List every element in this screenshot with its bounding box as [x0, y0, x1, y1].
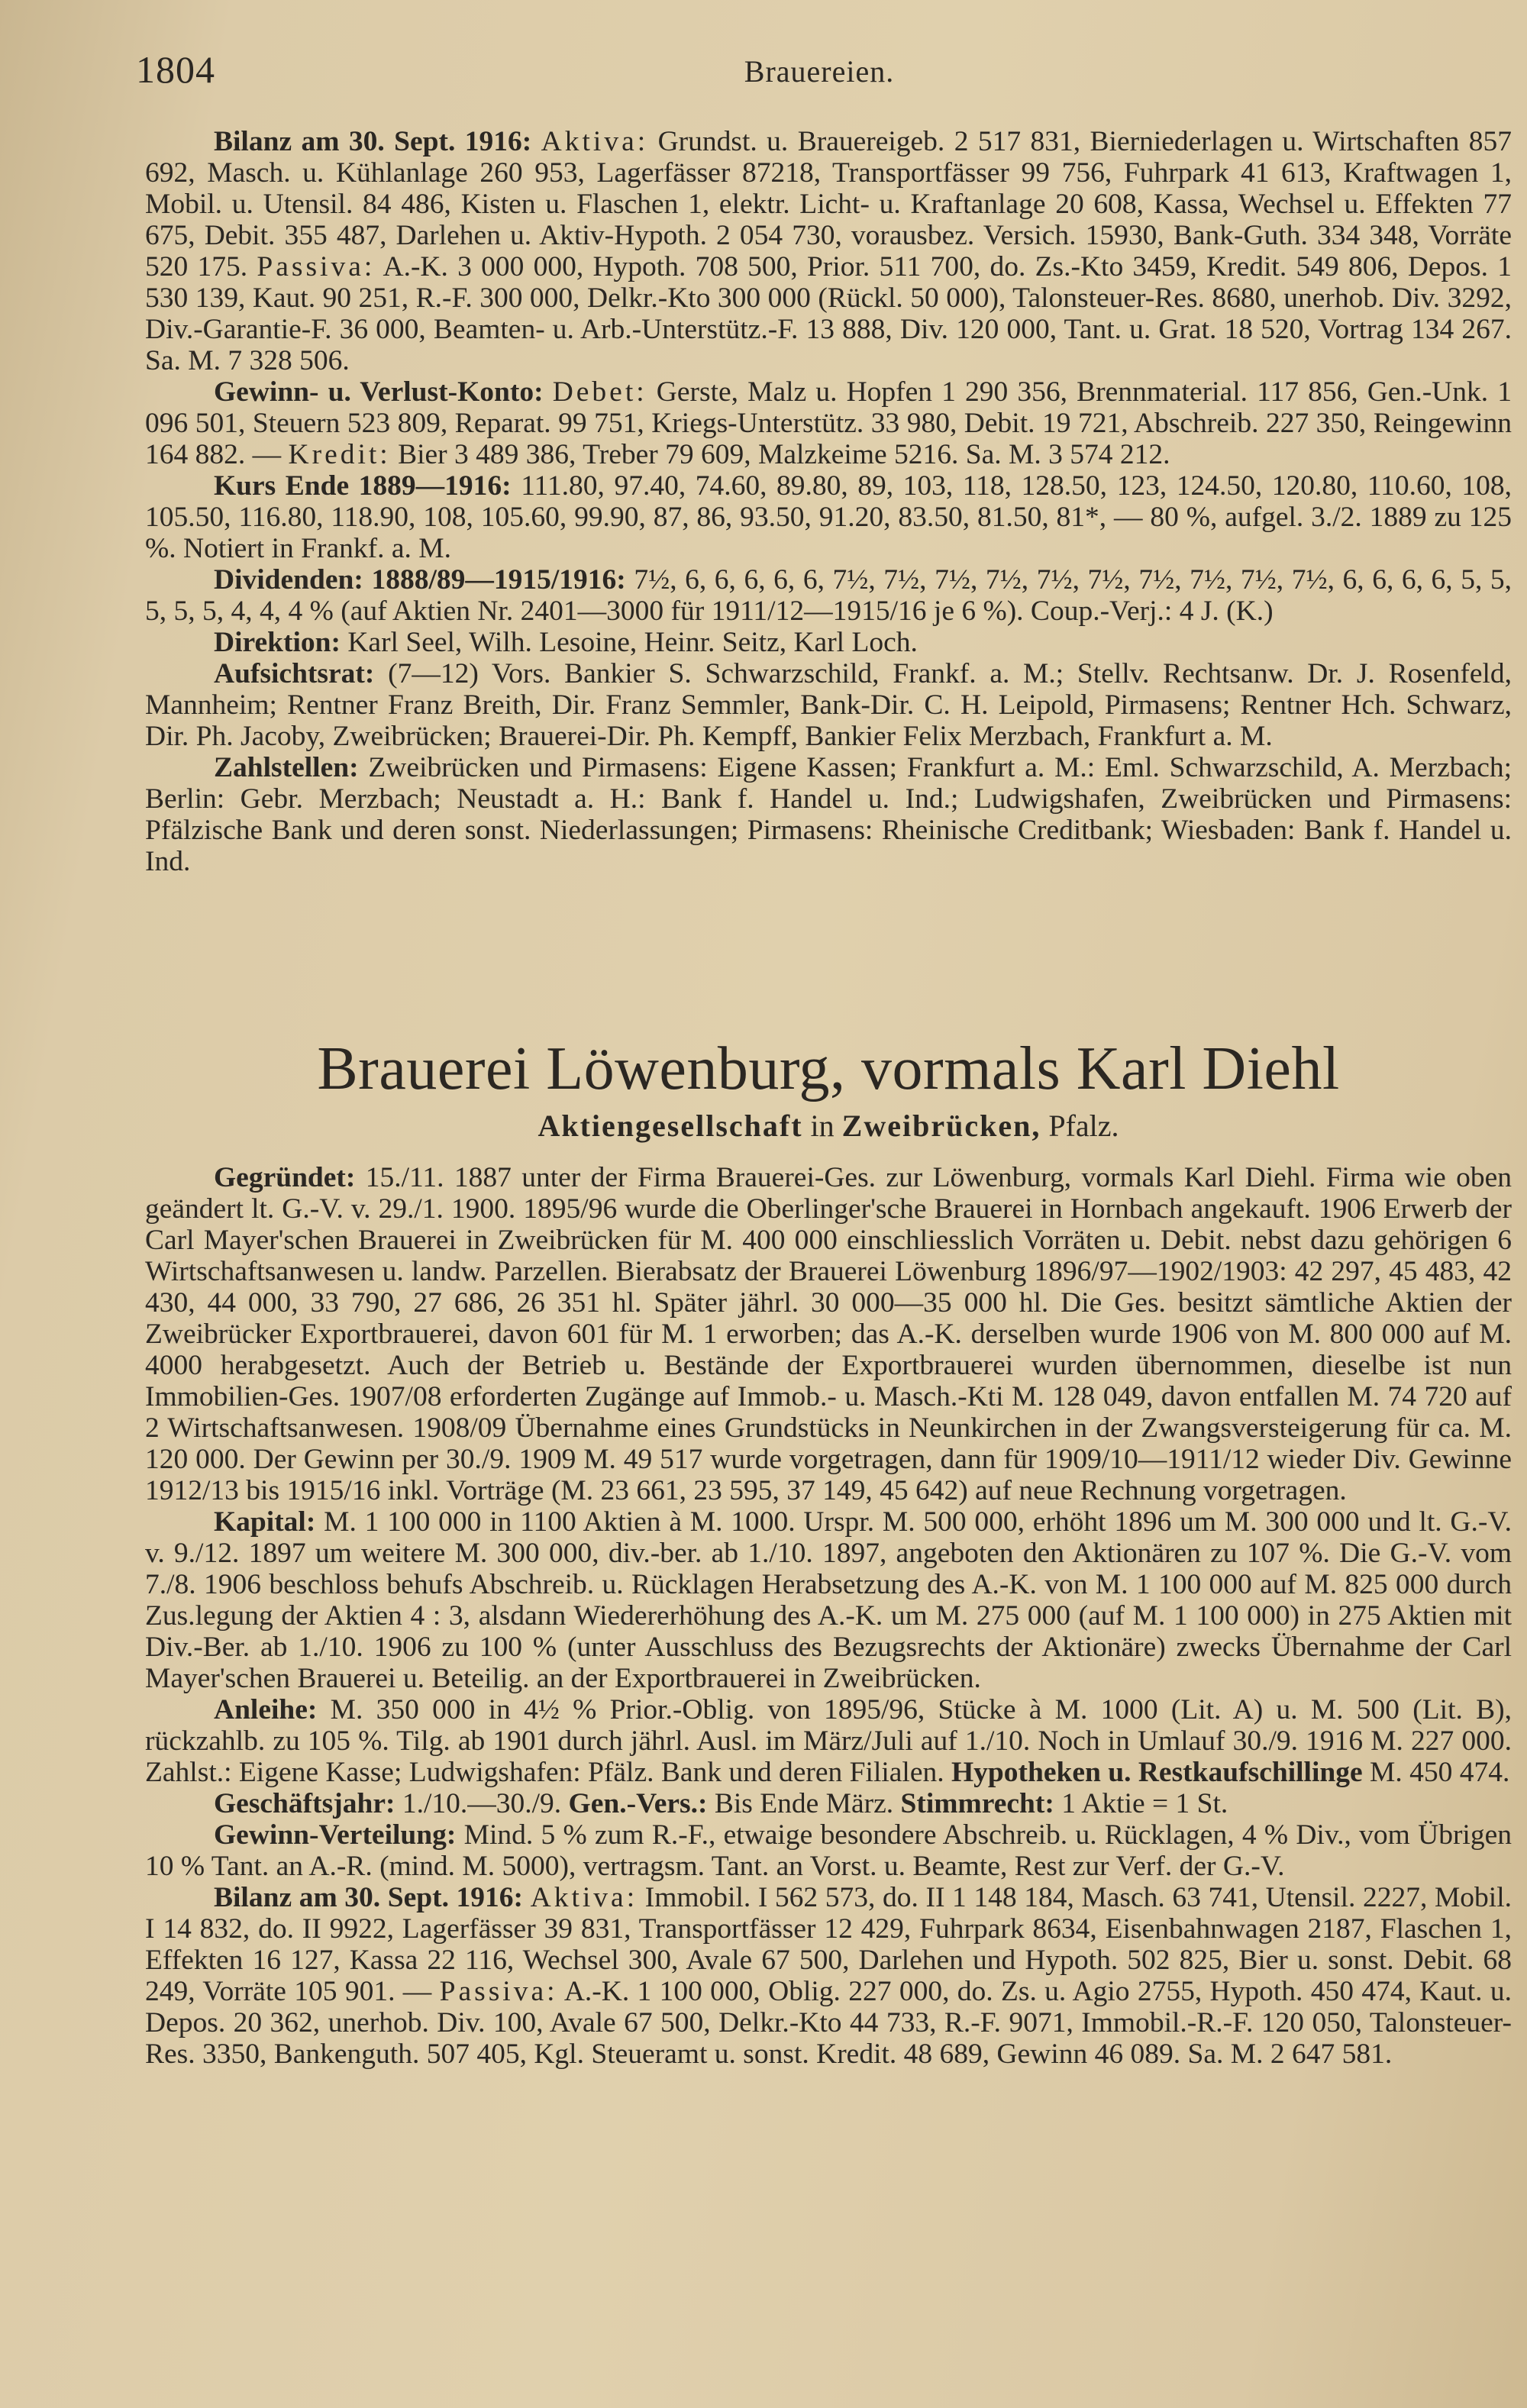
gewinn-verteilung-paragraph: Gewinn-Verteilung: Mind. 5 % zum R.-F., etwaige besondere Abschreib. u. Rücklagen, 4 % Div., vom Übrigen 10 % Tant. an A.-R. (mind. M. 5000), vertragsm. Tant. an Vorst. u. Beamte, Rest zur Verf. der G.-V.	[145, 1819, 1512, 1882]
kapital-paragraph: Kapital: M. 1 100 000 in 1100 Aktien à M. 1000. Urspr. M. 500 000, erhöht 1896 um M. 300 000 und lt. G.-V. v. 9./12. 1897 um weitere M. 300 000, div.-ber. ab 1./10. 1897, angeboten den Aktionären zu 107 %. Die G.-V. vom 7./8. 1906 beschloss behufs Abschreib. u. Rücklagen Herabsetzung des A.-K. von M. 1 100 000 auf M. 825 000 durch Zus.legung der Aktien 4 : 3, alsdann Wiedererhöhung des A.-K. um M. 275 000 (auf M. 1 100 000) in 275 Aktien mit Div.-Ber. ab 1./10. 1906 zu 100 % (unter Ausschluss des Bezugsrechts der Aktionäre) zwecks Übernahme der Carl Mayer'schen Brauerei u. Beteilig. an der Exportbrauerei in Zweibrücken.	[145, 1506, 1512, 1694]
company-subtitle: Aktiengesellschaft in Zweibrücken, Pfalz.	[538, 1109, 1119, 1143]
section-company-entry	[145, 1162, 1512, 2070]
aufsichtsrat-paragraph: Aufsichtsrat: (7—12) Vors. Bankier S. Schwarzschild, Frankf. a. M.; Stellv. Rechtsanw. Dr. J. Rosenfeld, Mannheim; Rentner Franz Breith, Dir. Franz Semmler, Bank-Dir. C. H. Leipold, Pirmasens; Rentner Hch. Schwarz, Dir. Ph. Jacoby, Zweibrücken; Brauerei-Dir. Ph. Kempff, Bankier Felix Merzbach, Frankfurt a. M.	[145, 658, 1512, 752]
bilanz-paragraph-2: Bilanz am 30. Sept. 1916: Aktiva: Immobil. I 562 573, do. II 1 148 184, Masch. 63 741, Utensil. 2227, Mobil. I 14 832, do. II 9922, Lagerfässer 39 831, Transportfässer 12 429, Fuhrpark 8634, Eisenbahnwagen 2187, Flaschen 1, Effekten 16 127, Kassa 22 116, Wechsel 300, Avale 67 500, Darlehen und Hypoth. 502 825, Bier u. sonst. Debit. 68 249, Vorräte 105 901. — Passiva: A.-K. 1 100 000, Oblig. 227 000, do. Zs. u. Agio 2755, Hypoth. 450 474, Kaut. u. Depos. 20 362, unerhob. Div. 100, Avale 67 500, Delkr.-Kto 44 733, R.-F. 9071, Immobil.-R.-F. 120 050, Talonsteuer-Res. 3350, Bankenguth. 507 405, Kgl. Steueramt u. sonst. Kredit. 48 689, Gewinn 46 089. Sa. M. 2 647 581.	[145, 1882, 1512, 2070]
zahlstellen-paragraph: Zahlstellen: Zweibrücken und Pirmasens: Eigene Kassen; Frankfurt a. M.: Eml. Schwarzschild, A. Merzbach; Berlin: Gebr. Merzbach; Neustadt a. H.: Bank f. Handel u. Ind.; Ludwigshafen, Zweibrücken und Pirmasens: Pfälzische Bank und deren sonst. Niederlassungen; Pirmasens: Rheinische Creditbank; Wiesbaden: Bank f. Handel u. Ind.	[145, 752, 1512, 877]
guv-paragraph: Gewinn- u. Verlust-Konto: Debet: Gerste, Malz u. Hopfen 1 290 356, Brennmaterial. 117 856, Gen.-Unk. 1 096 501, Steuern 523 809, Reparat. 99 751, Kriegs-Unterstütz. 33 980, Debit. 19 721, Abschreib. 227 350, Reingewinn 164 882. — Kredit: Bier 3 489 386, Treber 79 609, Malzkeime 5216. Sa. M. 3 574 212.	[145, 376, 1512, 470]
running-title: Brauereien.	[744, 54, 895, 89]
gegruendet-paragraph: Gegründet: 15./11. 1887 unter der Firma Brauerei-Ges. zur Löwenburg, vormals Karl Diehl. Firma wie oben geändert lt. G.-V. v. 29./1. 1900. 1895/96 wurde die Oberlinger'sche Brauerei in Hornbach angekauft. 1906 Erwerb der Carl Mayer'schen Brauerei in Zweibrücken für M. 400 000 einschliesslich Vorräten u. Debit. nebst dazu gehörigen 6 Wirtschaftsanwesen u. landw. Parzellen. Bierabsatz der Brauerei Löwenburg 1896/97—1902/1903: 42 297, 45 483, 42 430, 44 000, 33 790, 27 686, 26 351 hl. Später jährl. 30 000—35 000 hl. Die Ges. besitzt sämtliche Aktien der Zweibrücker Exportbrauerei, davon 601 für M. 1 erworben; das A.-K. derselben wurde 1906 von M. 800 000 auf M. 4000 herabgesetzt. Auch der Betrieb u. Bestände der Exportbrauerei wurden übernommen, dieselbe ist nun Immobilien-Ges. 1907/08 erforderten Zugänge auf Immob.- u. Masch.-Kti M. 128 049, davon entfallen M. 74 720 auf 2 Wirtschaftsanwesen. 1908/09 Übernahme eines Grundstücks in Neunkirchen in der Zwangsversteigerung für ca. M. 120 000. Der Gewinn per 30./9. 1909 M. 49 517 wurde vorgetragen, dann für 1909/10—1911/12 wieder Div. Gewinne 1912/13 bis 1915/16 inkl. Vorträge (M. 23 661, 23 595, 37 149, 45 642) auf neue Rechnung vorgetragen.	[145, 1162, 1512, 1506]
company-title: Brauerei Löwenburg, vormals Karl Diehl	[317, 1035, 1340, 1102]
kurs-paragraph: Kurs Ende 1889—1916: 111.80, 97.40, 74.60, 89.80, 89, 103, 118, 128.50, 123, 124.50, 120.80, 110.60, 108, 105.50, 116.80, 118.90, 108, 105.60, 99.90, 87, 86, 93.50, 91.20, 83.50, 81.50, 81*, — 80 %, aufgel. 3./2. 1889 zu 125 %. Notiert in Frankf. a. M.	[145, 470, 1512, 564]
section-previous-company	[145, 126, 1512, 877]
bilanz-paragraph: Bilanz am 30. Sept. 1916: Aktiva: Grundst. u. Brauereigeb. 2 517 831, Bierniederlagen u. Wirtschaften 857 692, Masch. u. Kühlanlage 260 953, Lagerfässer 87218, Transportfässer 99 756, Fuhrpark 41 613, Kraftwagen 1, Mobil. u. Utensil. 84 486, Kisten u. Flaschen 1, elektr. Licht- u. Kraftanlage 20 608, Kassa, Wechsel u. Effekten 77 675, Debit. 355 487, Darlehen u. Aktiv-Hypoth. 2 054 730, vorausbez. Versich. 15930, Bank-Guth. 334 348, Vorräte 520 175. Passiva: A.-K. 3 000 000, Hypoth. 708 500, Prior. 511 700, do. Zs.-Kto 3459, Kredit. 549 806, Depos. 1 530 139, Kaut. 90 251, R.-F. 300 000, Delkr.-Kto 300 000 (Rückl. 50 000), Talonsteuer-Res. 8680, unerhob. Div. 3292, Div.-Garantie-F. 36 000, Beamten- u. Arb.-Unterstütz.-F. 13 888, Div. 120 000, Tant. u. Grat. 18 520, Vortrag 134 267. Sa. M. 7 328 506.	[145, 126, 1512, 376]
page-header	[136, 47, 1503, 93]
page-number: 1804	[136, 48, 215, 91]
anleihe-paragraph: Anleihe: M. 350 000 in 4½ % Prior.-Oblig. von 1895/96, Stücke à M. 1000 (Lit. A) u. M. 500 (Lit. B), rückzahlb. zu 105 %. Tilg. ab 1901 durch jährl. Ausl. im März/Juli auf 1./10. Noch in Umlauf 30./9. 1916 M. 227 000. Zahlst.: Eigene Kasse; Ludwigshafen: Pfälz. Bank und deren Filialen. Hypotheken u. Restkaufschillinge M. 450 474.	[145, 1694, 1512, 1788]
dividenden-paragraph: Dividenden: 1888/89—1915/1916: 7½, 6, 6, 6, 6, 6, 7½, 7½, 7½, 7½, 7½, 7½, 7½, 7½, 7½, 7½, 6, 6, 6, 6, 5, 5, 5, 5, 5, 4, 4, 4 % (auf Aktien Nr. 2401—3000 für 1911/12—1915/16 je 6 %). Coup.-Verj.: 4 J. (K.)	[145, 564, 1512, 627]
direktion-paragraph: Direktion: Karl Seel, Wilh. Lesoine, Heinr. Seitz, Karl Loch.	[214, 627, 918, 658]
geschaeftsjahr-paragraph: Geschäftsjahr: 1./10.—30./9. Gen.-Vers.: Bis Ende März. Stimmrecht: 1 Aktie = 1 St.	[214, 1788, 1228, 1819]
